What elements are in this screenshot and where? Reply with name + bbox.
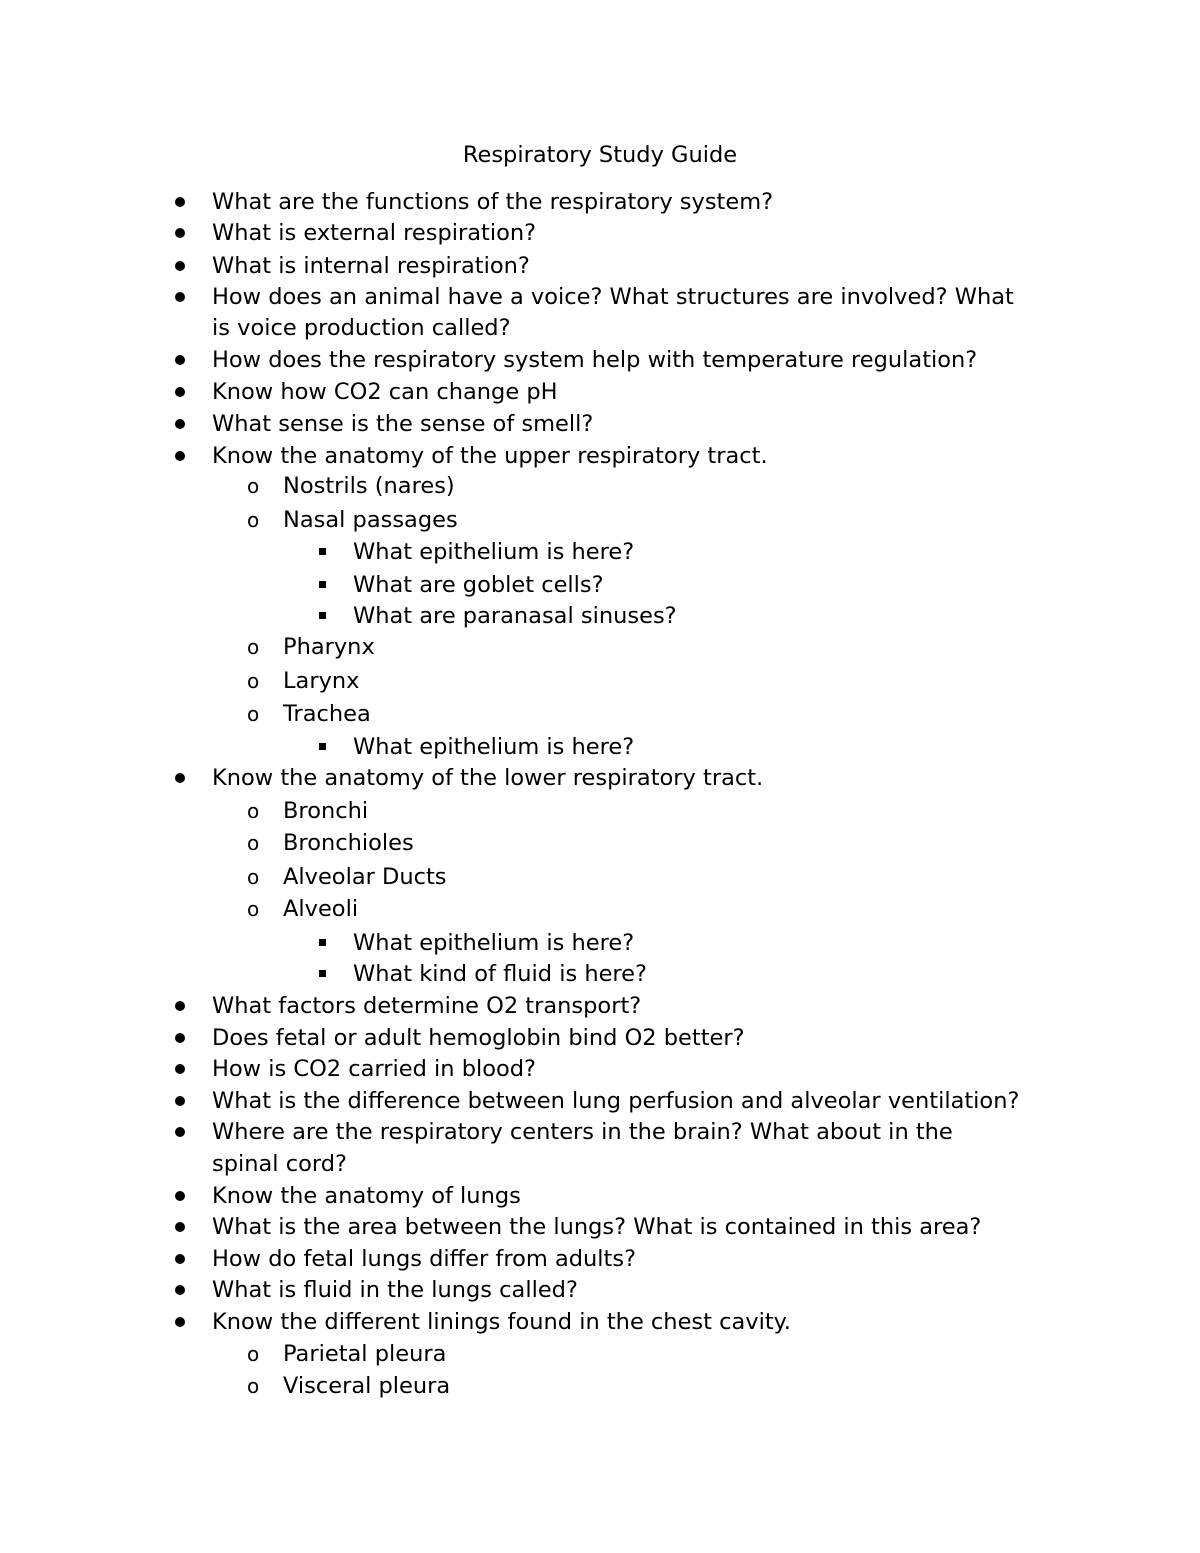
list-item-text: What sense is the sense of smell? [212,411,594,437]
list-item-text: What kind of fluid is here? [353,961,647,987]
bullet-circle-icon: o [247,1342,260,1366]
list-item-text: What factors determine O2 transport? [212,993,642,1019]
list-item-level-2 [247,795,369,827]
bullet-disc-icon [175,261,185,271]
list-item-text: Parietal pleura [283,1341,447,1367]
list-item-continuation: spinal cord? [212,1151,347,1177]
list-item-level-2 [247,470,455,502]
list-item-level-1 [212,408,593,440]
bullet-square-icon [319,548,326,555]
bullet-disc-icon [175,1222,185,1232]
bullet-circle-icon: o [247,669,260,693]
list-item-level-1 [212,186,773,218]
bullet-disc-icon [175,419,185,429]
list-item-text: Does fetal or adult hemoglobin bind O2 better? [212,1025,745,1051]
list-item-level-1 [212,376,558,408]
list-item-level-2 [247,893,359,925]
list-item-text: What is internal respiration? [212,253,530,279]
list-item-text: How is CO2 carried in blood? [212,1056,536,1082]
list-item-text: Trachea [283,701,371,727]
list-item-text: What is the area between the lungs? What is contained in this area? [212,1214,982,1240]
bullet-disc-icon [175,292,185,302]
list-item-level-2 [247,1338,447,1370]
list-item-level-1 [212,217,536,249]
list-item-level-2 [247,631,375,663]
bullet-circle-icon: o [247,508,260,532]
list-item-text: Pharynx [283,634,375,660]
bullet-disc-icon [175,1285,185,1295]
list-item-level-3 [353,731,634,763]
page-title: Respiratory Study Guide [462,142,738,168]
bullet-circle-icon: o [247,865,260,889]
list-item-level-2 [247,1370,451,1402]
list-item-text: How do fetal lungs differ from adults? [212,1246,637,1272]
list-item-text: What are paranasal sinuses? [353,603,677,629]
list-item-text: Visceral pleura [283,1373,451,1399]
list-item-level-1 [212,1274,578,1306]
list-item-level-1 [212,250,530,282]
list-item-text: What is external respiration? [212,220,537,246]
bullet-disc-icon [175,1033,185,1043]
list-item-text: What are goblet cells? [353,572,604,598]
list-item-text: Nasal passages [283,507,458,533]
list-item-text: How does the respiratory system help with temperature regulation? [212,347,978,373]
list-item-level-1 [212,1022,745,1054]
bullet-circle-icon: o [247,1374,260,1398]
bullet-disc-icon [175,197,185,207]
list-item-text: Larynx [283,668,360,694]
list-item-level-1 [212,1116,953,1148]
list-item-level-2 [247,504,458,536]
list-item-text: Where are the respiratory centers in the brain? What about in the [212,1119,953,1145]
bullet-disc-icon [175,387,185,397]
list-item-level-1 [212,1306,791,1338]
list-item-level-3 [353,569,604,601]
list-item-level-2 [247,665,360,697]
list-item-level-1 [212,1053,536,1085]
bullet-circle-icon: o [247,831,260,855]
list-item-level-3 [353,536,634,568]
bullet-square-icon [319,939,326,946]
list-item-level-3 [353,600,677,632]
list-item-text: Nostrils (nares) [283,473,455,499]
bullet-disc-icon [175,773,185,783]
list-item-level-1 [212,1243,636,1275]
list-item-text: What epithelium is here? [353,734,635,760]
bullet-square-icon [319,743,326,750]
list-item-text: What is fluid in the lungs called? [212,1277,578,1303]
bullet-disc-icon [175,1254,185,1264]
bullet-disc-icon [175,1096,185,1106]
list-item-level-2 [247,698,371,730]
list-item-text: Know the anatomy of the lower respiratory tract. [212,765,764,791]
bullet-disc-icon [175,1127,185,1137]
list-item-level-1 [212,990,641,1022]
bullet-disc-icon [175,1001,185,1011]
list-item-level-2 [247,827,414,859]
list-item-level-1 [212,440,768,472]
list-item-level-1 [212,1085,1019,1117]
bullet-disc-icon [175,1064,185,1074]
list-item-text: Know the anatomy of lungs [212,1183,521,1209]
list-item-level-2 [247,861,447,893]
bullet-disc-icon [175,355,185,365]
list-item-text: Know the different linings found in the chest cavity. [212,1309,791,1335]
list-item-level-1 [212,1180,521,1212]
list-item-text: How does an animal have a voice? What structures are involved? What [212,284,1014,310]
bullet-circle-icon: o [247,799,260,823]
bullet-circle-icon: o [247,635,260,659]
list-item-text: Alveolar Ducts [283,864,447,890]
list-item-level-1 [212,1211,981,1243]
list-item-level-3 [353,958,647,990]
bullet-circle-icon: o [247,702,260,726]
list-item-level-1 [212,281,1014,313]
bullet-disc-icon [175,1317,185,1327]
list-item-text: Bronchi [283,798,369,824]
list-item-continuation: is voice production called? [212,315,511,341]
list-item-text: Know how CO2 can change pH [212,379,558,405]
list-item-level-1 [212,344,977,376]
list-item-text: What epithelium is here? [353,930,635,956]
bullet-circle-icon: o [247,897,260,921]
bullet-disc-icon [175,1191,185,1201]
list-item-text: What are the functions of the respiratory system? [212,189,774,215]
list-item-text: Know the anatomy of the upper respiratory tract. [212,443,768,469]
bullet-disc-icon [175,451,185,461]
list-item-text: What epithelium is here? [353,539,635,565]
list-item-level-3 [353,927,634,959]
list-item-text: Bronchioles [283,830,414,856]
list-item-level-1 [212,762,763,794]
bullet-circle-icon: o [247,474,260,498]
bullet-square-icon [319,581,326,588]
bullet-disc-icon [175,228,185,238]
bullet-square-icon [319,612,326,619]
list-item-text: Alveoli [283,896,359,922]
list-item-text: What is the difference between lung perfusion and alveolar ventilation? [212,1088,1020,1114]
bullet-square-icon [319,970,326,977]
